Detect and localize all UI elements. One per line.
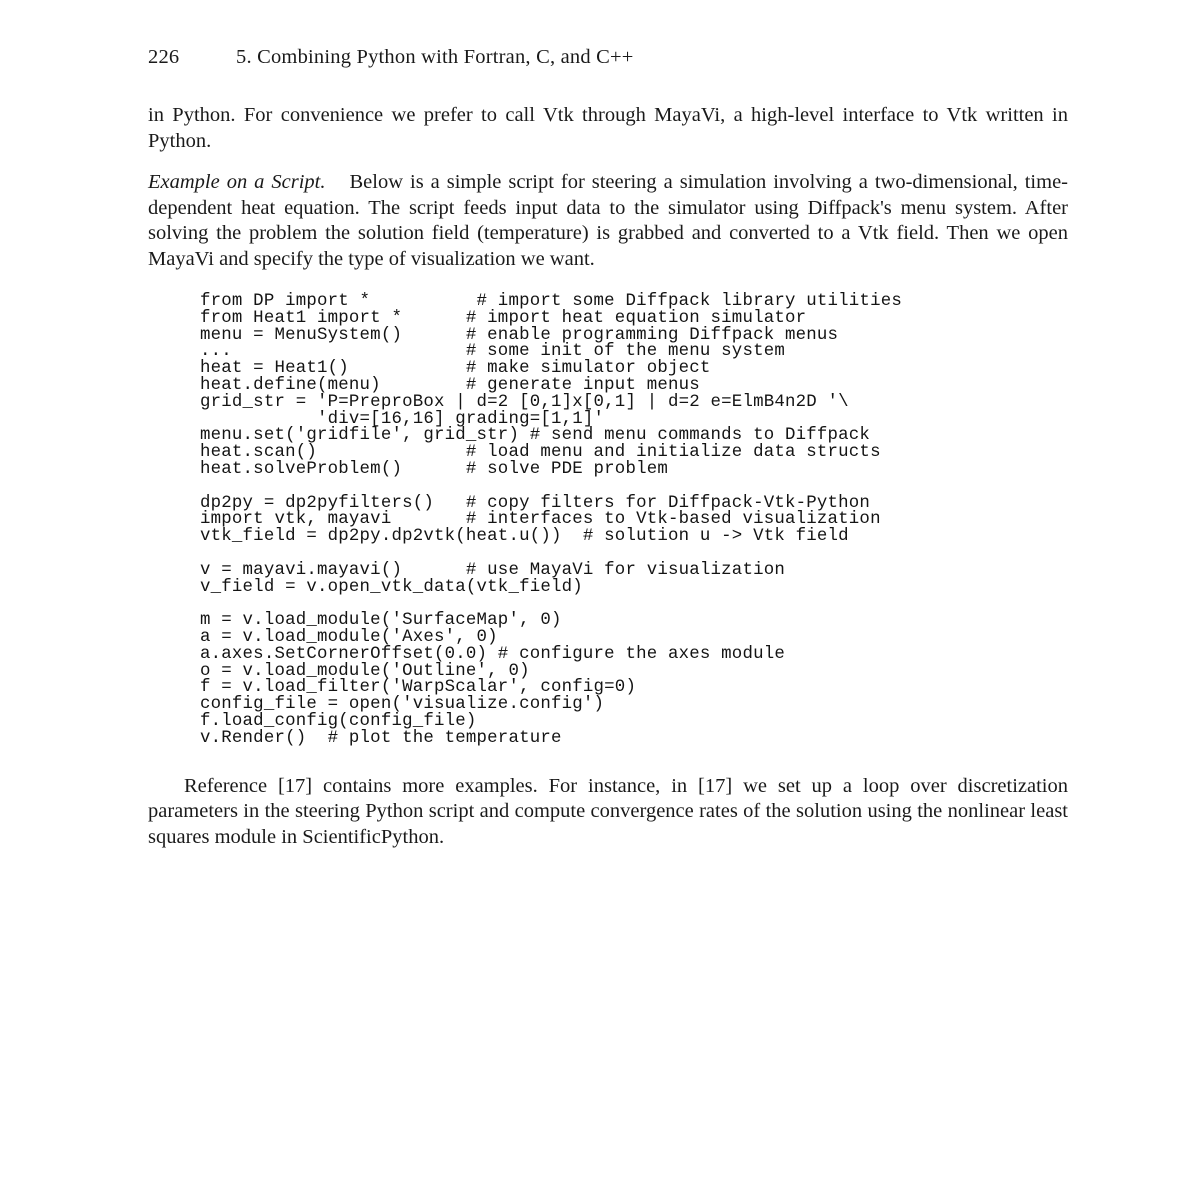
- code-line: grid_str = 'P=PreproBox | d=2 [0,1]x[0,1] | d=2 e=ElmB4n2D '\: [200, 392, 849, 412]
- code-line: heat.solveProblem() # solve PDE problem: [200, 459, 668, 479]
- paragraph-intro: [148, 103, 1068, 154]
- paragraph-intro-text: in Python. For convenience we prefer to call Vtk through MayaVi, a high-level interface to Vtk written in Python.: [148, 104, 1068, 152]
- page-number: 226: [148, 46, 180, 68]
- code-line: 'div=[16,16] grading=[1,1]': [200, 409, 605, 429]
- paragraph-reference-text: Reference [17] contains more examples. For instance, in [17] we set up a loop over discretization parameters in the steering Python script and compute convergence rates of the solution using the nonlinear least squares module in ScientificPython.: [148, 774, 1068, 848]
- code-line: heat.scan() # load menu and initialize data structs: [200, 443, 881, 463]
- code-line: f.load_config(config_file): [200, 711, 477, 731]
- code-line: from DP import * # import some Diffpack library utilities: [200, 292, 902, 311]
- paragraph-example: [148, 170, 1068, 272]
- running-head: [148, 46, 1068, 69]
- code-line: import vtk, mayavi # interfaces to Vtk-based visualization: [200, 510, 881, 530]
- chapter-title: 5. Combining Python with Fortran, C, and C++: [236, 46, 634, 68]
- paragraph-reference: [148, 774, 1068, 851]
- paragraph-example-text: Below is a simple script for steering a simulation involving a two-dimensional, time-dependent heat equation. The script feeds input data to the simulator using Diffpack's menu system. After solving the problem the solution field (temperature) is grabbed and converted to a Vtk field. Then we open MayaVi and specify the type of visualization we want.: [148, 171, 1068, 270]
- code-line: config_file = open('visualize.config'): [200, 695, 605, 715]
- code-line: f = v.load_filter('WarpScalar', config=0): [200, 678, 637, 698]
- code-line: ... # some init of the menu system: [200, 342, 785, 362]
- code-line: m = v.load_module('SurfaceMap', 0): [200, 611, 562, 631]
- code-line: v = mayavi.mayavi() # use MayaVi for visualization: [200, 560, 785, 580]
- code-listing: [148, 294, 1068, 748]
- code-line: menu.set('gridfile', grid_str) # send menu commands to Diffpack: [200, 426, 871, 446]
- code-line: a = v.load_module('Axes', 0): [200, 627, 498, 647]
- runin-heading-example-on-a-script: Example on a Script.: [148, 171, 326, 193]
- code-line: o = v.load_module('Outline', 0): [200, 661, 530, 681]
- code-line: a.axes.SetCornerOffset(0.0) # configure the axes module: [200, 644, 785, 664]
- code-line: from Heat1 import * # import heat equation simulator: [200, 308, 807, 328]
- page-content-column: [148, 46, 1068, 863]
- code-line: menu = MenuSystem() # enable programming Diffpack menus: [200, 325, 839, 345]
- code-line: heat = Heat1() # make simulator object: [200, 359, 711, 379]
- code-line: heat.define(menu) # generate input menus: [200, 375, 700, 395]
- code-line: dp2py = dp2pyfilters() # copy filters for Diffpack-Vtk-Python: [200, 493, 871, 513]
- code-line: vtk_field = dp2py.dp2vtk(heat.u()) # solution u -> Vtk field: [200, 527, 849, 547]
- code-line: v.Render() # plot the temperature: [200, 728, 562, 748]
- code-line: v_field = v.open_vtk_data(vtk_field): [200, 577, 583, 597]
